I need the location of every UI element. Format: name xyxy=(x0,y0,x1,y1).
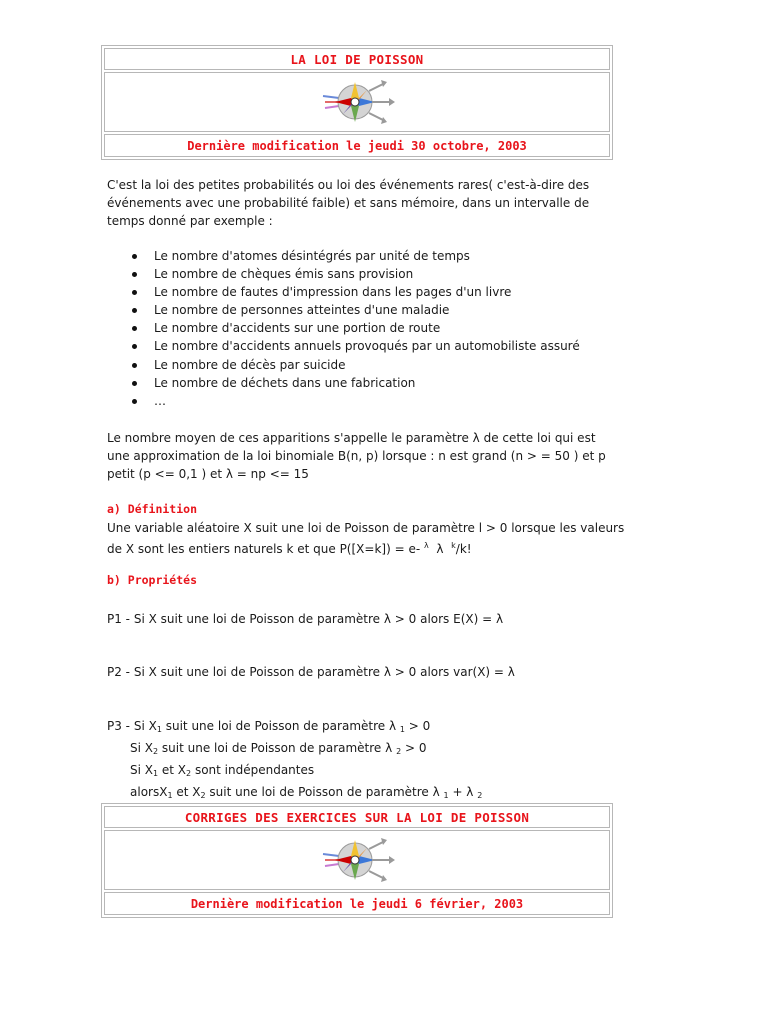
parameter-paragraph xyxy=(107,429,627,483)
intro-paragraph: C'est la loi des petites probabilités ou loi des événements rares( c'est-à-dire des événements avec une probabilité faible) et sans mémoire, dans un intervalle de temps donné par exemple : xyxy=(107,178,590,228)
properties-heading: b) Propriétés xyxy=(107,573,198,587)
last-modified-date: Dernière modification le jeudi 6 février, 2003 xyxy=(190,896,524,911)
list-item: Le nombre de décès par suicide xyxy=(107,356,580,374)
parameter-line-2: une approximation de la loi binomiale B(n, p) lorsque : n est grand (n > = 50 ) et p xyxy=(107,449,606,463)
list-item: Le nombre de chèques émis sans provision xyxy=(107,265,580,283)
property-p3-line-1: P3 - Si $X_1$ suit une loi de Poisson de paramètre λ $_1$ > 0 xyxy=(107,719,431,734)
parameter-line-1: Le nombre moyen de ces apparitions s'appelle le paramètre λ de cette loi qui est xyxy=(107,431,596,445)
property-p3 xyxy=(107,717,627,805)
list-item: Le nombre de déchets dans une fabrication xyxy=(107,374,580,392)
title-cell xyxy=(104,48,610,70)
list-item: … xyxy=(107,392,580,410)
compass-rose-logo-icon xyxy=(317,832,397,888)
last-modified-date: Dernière modification le jeudi 30 octobre, 2003 xyxy=(187,138,527,153)
date-cell xyxy=(104,892,610,915)
list-item: Le nombre d'accidents sur une portion de route xyxy=(107,319,580,337)
corrections-title-cell[interactable] xyxy=(104,806,610,828)
property-p1: P1 - Si X suit une loi de Poisson de paramètre λ > 0 alors E(X) = λ xyxy=(107,612,504,626)
list-item: Le nombre d'accidents annuels provoqués par un automobiliste assuré xyxy=(107,337,580,355)
list-item: Le nombre d'atomes désintégrés par unité de temps xyxy=(107,247,580,265)
parameter-line-3: petit (p <= 0,1 ) et λ = np <= 15 xyxy=(107,467,309,481)
page-title: LA LOI DE POISSON xyxy=(290,51,424,67)
title-box xyxy=(101,45,613,160)
list-item: Le nombre de personnes atteintes d'une maladie xyxy=(107,301,580,319)
compass-rose-logo-icon xyxy=(317,74,397,130)
logo-cell xyxy=(104,72,610,132)
corrections-title-link[interactable]: CORRIGES DES EXERCICES SUR LA LOI DE POISSON xyxy=(184,809,530,825)
definition-paragraph xyxy=(107,519,627,558)
date-cell xyxy=(104,134,610,157)
corrections-box xyxy=(101,803,613,918)
definition-line-1: Une variable aléatoire X suit une loi de Poisson de paramètre l > 0 lorsque les valeurs xyxy=(107,521,625,535)
property-p3-line-4: alorsX$_1$ et $X_2$ suit une loi de Poisson de paramètre λ $_1$ + λ $_2$ xyxy=(130,785,483,800)
logo-cell xyxy=(104,830,610,890)
property-p3-line-2: Si $X_2$ suit une loi de Poisson de paramètre λ $_2$ > 0 xyxy=(130,741,427,756)
examples-list xyxy=(107,247,580,410)
list-item: Le nombre de fautes d'impression dans les pages d'un livre xyxy=(107,283,580,301)
property-p3-line-3: Si $X_1$ et $X_2$ sont indépendantes xyxy=(130,763,315,778)
property-p2: P2 - Si X suit une loi de Poisson de paramètre λ > 0 alors var(X) = λ xyxy=(107,665,515,679)
definition-heading: a) Définition xyxy=(107,502,198,516)
definition-line-2: de X sont les entiers naturels k et que P([X=k]) = e- $^\lambda$ λ $^k$/k! xyxy=(107,541,472,556)
